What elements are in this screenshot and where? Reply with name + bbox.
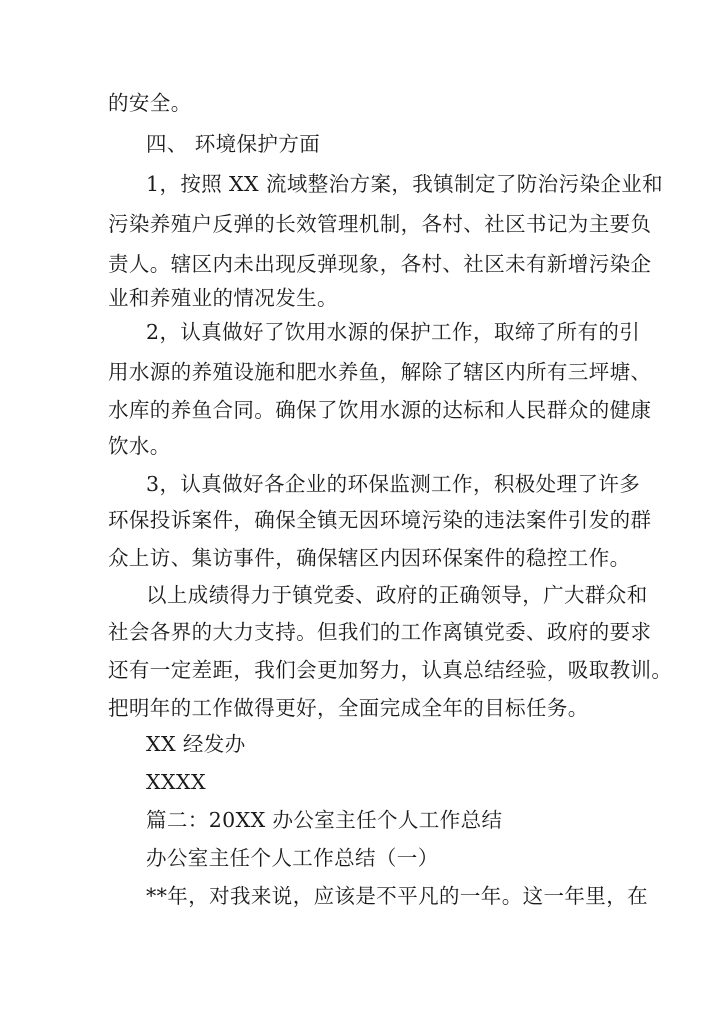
text-line: 责人。辖区内未出现反弹现象，各村、社区未有新增污染企: [108, 252, 652, 276]
text-line: 污染养殖户反弹的长效管理机制，各村、社区书记为主要负: [108, 212, 652, 236]
text-line: 2，认真做好了饮用水源的保护工作，取缔了所有的引: [146, 320, 641, 344]
section-heading: 四、 环境保护方面: [146, 132, 321, 156]
text-line: 水库的养鱼合同。确保了饮用水源的达标和人民群众的健康: [108, 398, 652, 422]
text-line: 饮水。: [108, 434, 171, 458]
text-line: 3，认真做好各企业的环保监测工作，积极处理了许多: [146, 472, 641, 496]
text-line: 环保投诉案件，确保全镇无因环境污染的违法案件引发的群: [108, 508, 652, 532]
signature-date: XXXX: [146, 770, 206, 794]
text-line: 把明年的工作做得更好，全面完成全年的目标任务。: [108, 696, 589, 720]
signature-department: XX 经发办: [146, 732, 246, 756]
text-line: 1，按照 XX 流域整治方案，我镇制定了防治污染企业和: [146, 172, 664, 196]
text-line: 用水源的养殖设施和肥水养鱼，解除了辖区内所有三坪塘、: [108, 360, 652, 384]
text-line: 还有一定差距，我们会更加努力，认真总结经验，吸取教训。: [108, 658, 673, 682]
text-line: 业和养殖业的情况发生。: [108, 286, 338, 310]
text-line: 社会各界的大力支持。但我们的工作离镇党委、政府的要求: [108, 620, 652, 644]
text-line: 众上访、集访事件，确保辖区内因环保案件的稳控工作。: [108, 546, 631, 570]
article-title: 篇二：20XX 办公室主任个人工作总结: [146, 808, 503, 832]
text-line: 的安全。: [108, 91, 192, 115]
article-subtitle: 办公室主任个人工作总结（一）: [146, 846, 439, 870]
text-line: 以上成绩得力于镇党委、政府的正确领导，广大群众和: [146, 583, 648, 607]
text-line: **年，对我来说，应该是不平凡的一年。这一年里，在: [146, 884, 648, 908]
